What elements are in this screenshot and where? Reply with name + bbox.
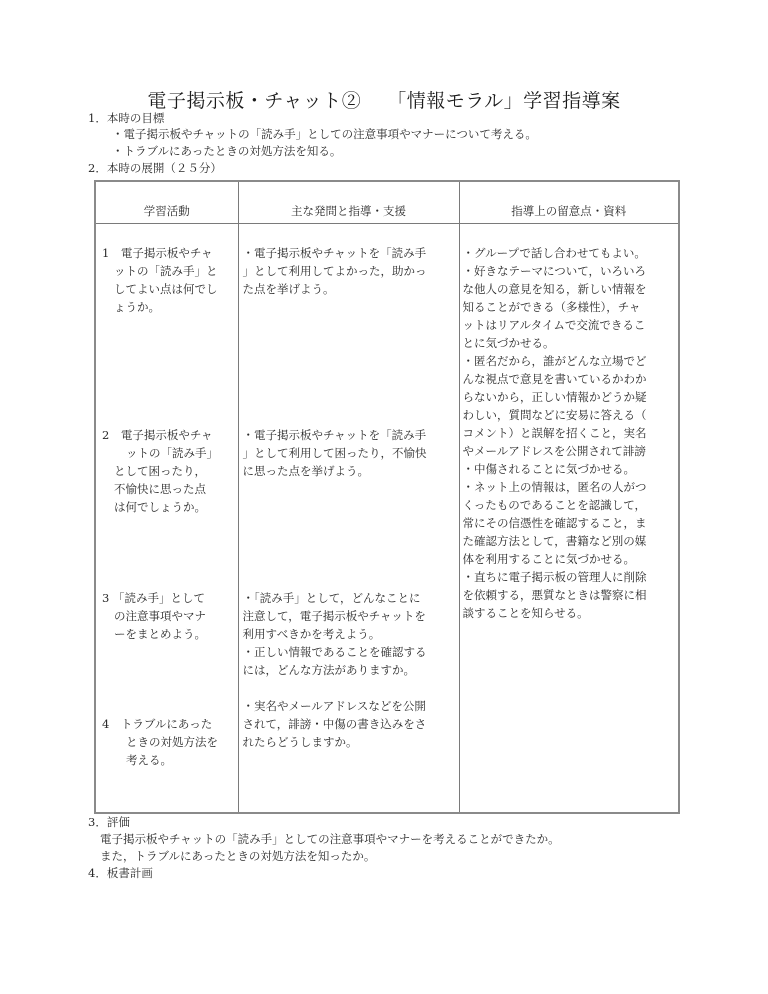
note-line: を依頼する，悪質なときは警察に相 [462,588,647,602]
section-4-heading: 4．板書計画 [88,866,153,880]
goal-item-1: ・電子掲示板やチャットの「読み手」としての注意事項やマナーについて考える。 [112,127,537,141]
note-line: ・ネット上の情報は，匿名の人がつ [462,480,647,494]
activity-4-line: ときの対処方法を [126,735,218,749]
question-3-line: 注意して，電子掲示板やチャットを [242,609,426,623]
activity-1-line: してよい点は何でし [114,282,218,296]
goal-item-2: ・トラブルにあったときの対処方法を知る。 [112,144,342,158]
questions-column [238,224,459,814]
activity-2 [102,426,234,516]
notes-column [459,224,679,814]
activity-2-line: として困ったり， [114,464,206,478]
note-line: コメント）と誤解を招くこと，実名 [462,426,647,440]
question-4-line: ・実名やメールアドレスなどを公開 [242,699,426,713]
header-notes: 指導上の留意点・資料 [459,181,679,224]
question-2 [243,426,459,480]
lesson-plan-table [94,180,680,814]
activity-2-line: 不愉快に思った点 [114,482,206,496]
header-activity: 学習活動 [95,181,238,224]
page-title [0,86,768,113]
note-line: な他人の意見を知る，新しい情報を [462,282,647,296]
note-line: 知ることができる（多様性），チャ [462,300,641,314]
note-line: ・中傷されることに気づかせる。 [462,462,635,476]
title-part-1: 電子掲示板・チャット② [147,90,362,112]
question-3-line: ・「読み手」として，どんなことに [242,591,421,605]
question-1-line: ・電子掲示板やチャットを「読み手 [242,246,427,260]
activity-3-line: の注意事項やマナ [114,609,206,623]
title-part-2: 「情報モラル」学習指導案 [387,90,621,112]
activity-3-line: ーをまとめよう。 [114,627,206,641]
question-1-line: 」として利用してよかった，助かっ [242,264,427,278]
question-3-line: 利用すべきかを考えよう。 [242,627,381,641]
evaluation-item-2: また，トラブルにあったときの対処方法を知ったか。 [100,849,376,863]
activity-1-line: 1 電子掲示板やチャ [102,246,213,260]
note-line: んな視点で意見を書いているかわか [462,372,647,386]
note-line: ・直ちに電子掲示板の管理人に削除 [462,570,647,584]
question-1-line: た点を挙げよう。 [242,282,335,296]
evaluation-item-1: 電子掲示板やチャットの「読み手」としての注意事項やマナーを考えることができたか。 [100,832,560,846]
question-4-line: れたらどうしますか。 [242,735,358,749]
note-line: ・匿名だから，誰がどんな立場でど [462,354,647,368]
note-line: わしい，質問などに安易に答える（ [462,408,647,422]
note-line: 体を利用することに気づかせる。 [462,552,635,566]
question-2-line: 」として利用して困ったり，不愉快 [242,446,427,460]
activity-column [95,224,238,814]
question-1 [243,244,459,298]
activity-4 [102,715,234,769]
note-line: らないから，正しい情報かどうか疑 [462,390,647,404]
note-line: 談することを知らせる。 [462,606,589,620]
note-line: ・好きなテーマについて，いろいろ [462,264,647,278]
header-questions: 主な発問と指導・支援 [238,181,459,224]
activity-3-line: 3 「読み手」として [102,591,205,605]
question-4 [243,697,459,751]
question-3 [243,589,459,679]
note-line: 常にその信憑性を確認すること，ま [462,516,647,530]
activity-4-line: 考える。 [126,753,172,767]
note-line: くったものであることを認識して， [462,498,647,512]
notes-block [463,244,681,622]
note-line: た確認方法として，書籍など別の媒 [462,534,647,548]
activity-1-line: ットの「読み手」と [114,264,218,278]
section-1-heading: 1．本時の目標 [88,111,165,125]
section-2-heading: 2．本時の展開（２５分） [88,161,222,175]
question-2-line: に思った点を挙げよう。 [242,464,369,478]
note-line: ・グループで話し合わせてもよい。 [462,246,646,260]
activity-1-line: ょうか。 [114,300,160,314]
note-line: ットはリアルタイムで交流できるこ [462,318,646,332]
activity-2-line: ットの「読み手」 [126,446,218,460]
activity-1 [102,244,234,316]
section-3-heading: 3．評価 [88,815,130,829]
activity-2-line: 2 電子掲示板やチャ [102,428,213,442]
question-3-line: には，どんな方法がありますか。 [242,663,415,677]
note-line: とに気づかせる。 [462,336,555,350]
question-4-line: されて，誹謗・中傷の書き込みをさ [242,717,427,731]
activity-4-line: 4 トラブルにあった [102,717,213,731]
question-2-line: ・電子掲示板やチャットを「読み手 [242,428,427,442]
note-line: やメールアドレスを公開されて誹謗 [462,444,646,458]
table-header-row [95,181,679,224]
activity-2-line: は何でしょうか。 [114,500,206,514]
question-3-line: ・正しい情報であることを確認する [242,645,427,659]
table-row [95,224,679,814]
activity-3 [102,589,234,643]
